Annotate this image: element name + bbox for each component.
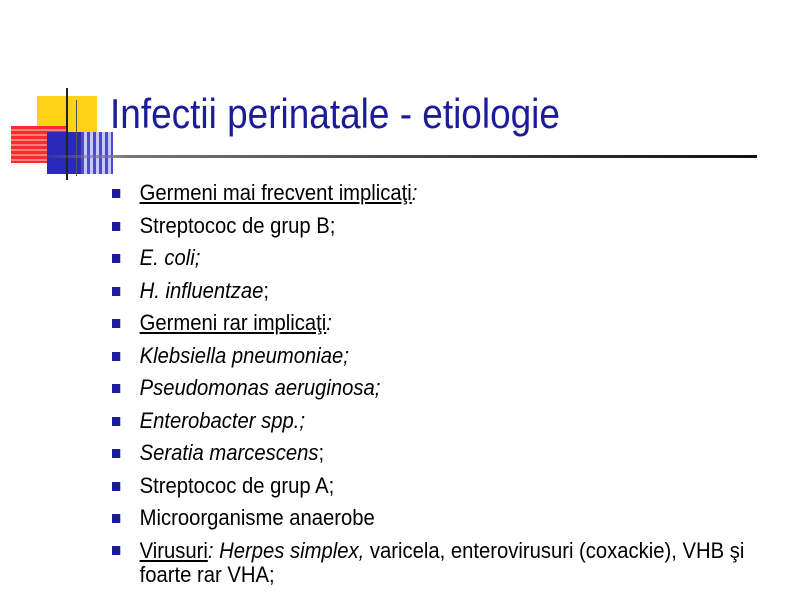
bullet-italic: : Herpes simplex, — [207, 537, 365, 563]
bullet-item — [112, 437, 738, 470]
bullet-plain: ; — [318, 440, 325, 465]
bullet-text: E. coli; — [139, 245, 201, 270]
bullet-text: Microorganisme anaerobe — [139, 505, 375, 530]
bullet-item — [112, 405, 738, 438]
bullet-item — [112, 372, 738, 405]
bullet-item — [112, 340, 738, 373]
bullet-icon — [112, 384, 120, 393]
bullet-suffix: : — [411, 180, 418, 205]
bullet-icon — [112, 546, 120, 555]
bullet-heading: Germeni rar implicaţi — [139, 310, 327, 335]
bullet-text: Klebsiella pneumoniae; — [139, 342, 349, 368]
bullet-icon — [112, 287, 120, 296]
bullet-icon — [112, 254, 120, 263]
bullet-icon — [112, 189, 120, 198]
bullet-plain: ; — [263, 277, 270, 303]
logo-blue-striped-square — [81, 132, 113, 174]
bullet-icon — [112, 319, 120, 328]
bullet-icon — [112, 449, 120, 458]
bullet-item — [112, 502, 738, 535]
title-divider — [40, 155, 757, 158]
bullet-plain: varicela, enterovirusuri (coxackie), VHB şi foarte rar VHA; — [139, 537, 745, 587]
bullet-heading: Germeni mai frecvent implicaţi — [139, 180, 412, 205]
bullet-italic: Seratia marcescens — [139, 440, 319, 465]
bullet-item — [112, 242, 738, 275]
bullet-text: Enterobacter spp.; — [139, 407, 305, 433]
logo-vertical-line — [66, 88, 68, 180]
bullet-icon — [112, 352, 120, 361]
bullet-icon — [112, 482, 120, 491]
bullet-text: Streptococ de grup B; — [139, 212, 336, 238]
bullet-icon — [112, 417, 120, 426]
bullet-suffix: : — [326, 310, 332, 335]
bullet-item — [112, 210, 738, 243]
bullet-item — [112, 535, 774, 587]
bullet-item — [112, 307, 738, 340]
bullet-heading: Virusuri — [139, 537, 208, 563]
bullet-item — [112, 275, 738, 308]
bullet-italic: H. influentzae — [139, 277, 264, 303]
bullet-text: Streptococ de grup A; — [139, 472, 335, 498]
logo-vertical-line-thin — [76, 100, 77, 176]
bullet-list — [112, 177, 792, 587]
bullet-item — [112, 470, 738, 503]
bullet-text: Pseudomonas aeruginosa; — [139, 375, 381, 400]
bullet-icon — [112, 222, 120, 231]
slide-title: Infectii perinatale - etiologie — [110, 90, 560, 137]
bullet-item — [112, 177, 738, 210]
bullet-icon — [112, 514, 120, 523]
